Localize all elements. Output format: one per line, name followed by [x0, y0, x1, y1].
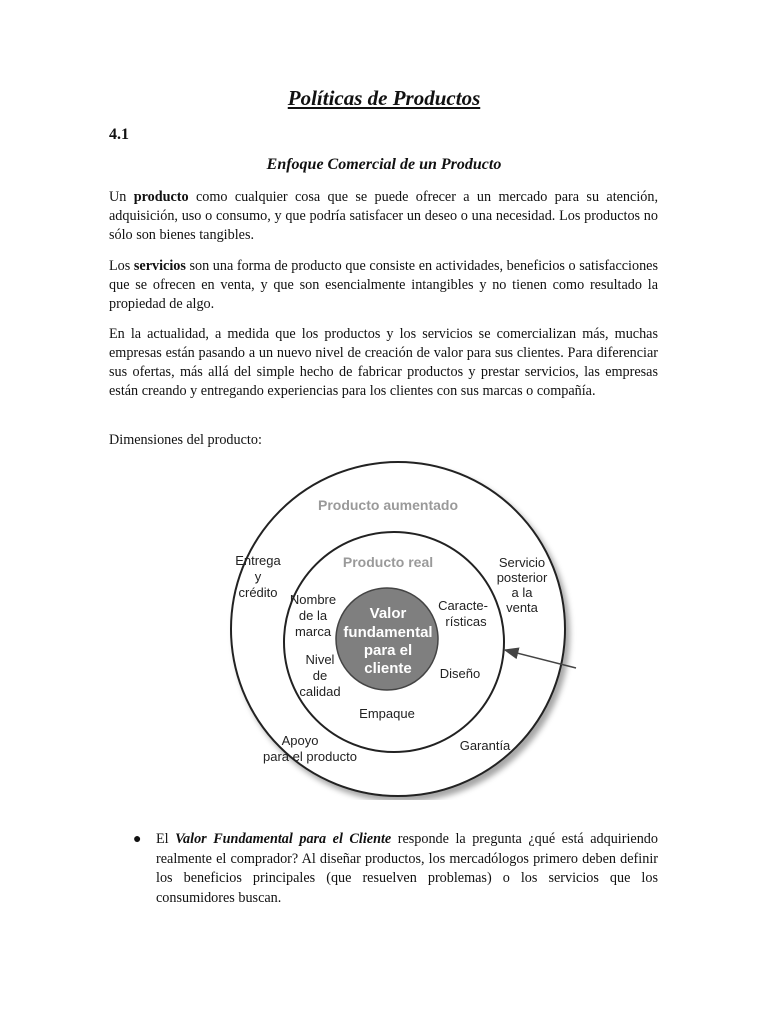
apoyo-line-2: para el producto: [263, 749, 357, 764]
paragraph-servicios: [109, 257, 658, 314]
paragraph-producto: [109, 188, 658, 245]
keyword-producto: producto: [133, 189, 189, 205]
keyword-servicios: servicios: [133, 258, 186, 274]
product-levels-diagram: [220, 460, 580, 800]
calidad-line-1: Nivel: [305, 652, 335, 667]
core-line-3: para el: [363, 642, 413, 659]
paragraph-text: son una forma de producto que consiste en actividades, beneficios o satisfacciones que se ofrecen en venta, y que son esencialmente intangibles y no tienen como resultado la propiedad de algo.: [109, 258, 658, 312]
bullet-marker: ●: [133, 832, 142, 847]
label-garantia: Garantía: [459, 738, 511, 753]
core-line-4: cliente: [364, 660, 412, 677]
servicio-line-3: a la: [511, 585, 533, 600]
servicio-line-4: venta: [506, 600, 538, 615]
servicio-line-2: posterior: [496, 570, 548, 585]
label-diseno: Diseño: [439, 666, 481, 681]
list-item: [109, 830, 658, 908]
marca-line-1: Nombre: [289, 592, 337, 607]
label-actual-product: Producto real: [342, 554, 434, 570]
paragraph-text: Un: [109, 189, 134, 205]
bullet-list: [109, 830, 658, 908]
paragraph-dimensiones: Dimensiones del producto:: [109, 432, 262, 448]
marca-line-2: de la: [298, 608, 328, 623]
caracteristicas-line-1: Caracte-: [438, 598, 488, 613]
entrega-line-2: y: [254, 569, 262, 584]
calidad-line-2: de: [312, 668, 328, 683]
paragraph-text: como cualquier cosa que se puede ofrecer a un mercado para su atención, adquisición, uso o consumo, y que podría satisfacer un deseo o una necesidad. Los productos no sólo son bienes tangibles.: [109, 189, 658, 243]
section-title: Enfoque Comercial de un Producto: [266, 156, 502, 173]
caracteristicas-line-2: rísticas: [445, 614, 487, 629]
core-line-1: Valor: [369, 605, 407, 622]
bullet-text: responde la pregunta ¿qué está adquiriendo realmente el comprador? Al diseñar productos, los mercadólogos primero deben definir los beneficios principales (que resuelven problemas) o los servicios que los consumidores buscan.: [156, 831, 658, 906]
bullet-text: El: [156, 831, 176, 847]
paragraph-text: Los: [109, 258, 134, 274]
core-line-2: fundamental: [343, 624, 433, 641]
bullet-emphasis: Valor Fundamental para el Cliente: [175, 831, 392, 847]
paragraph-experiencias: En la actualidad, a medida que los productos y los servicios se comercializan más, muchas empresas están pasando a un nuevo nivel de creación de valor para sus clientes. Para diferenciar sus ofertas, más allá del simple hecho de fabricar productos y prestar servicios, las empresas están creando y entregando experiencias para los clientes con sus marcas o compañía.: [109, 326, 658, 399]
calidad-line-3: calidad: [299, 684, 341, 699]
servicio-line-1: Servicio: [498, 555, 546, 570]
page-title: Políticas de Productos: [287, 86, 481, 110]
section-number: 4.1: [109, 126, 129, 143]
label-augmented-product: Producto aumentado: [317, 497, 459, 513]
marca-line-3: marca: [294, 624, 332, 639]
entrega-line-1: Entrega: [235, 553, 281, 568]
label-empaque: Empaque: [359, 706, 415, 721]
entrega-line-3: crédito: [238, 585, 278, 600]
apoyo-line-1: Apoyo: [281, 733, 319, 748]
